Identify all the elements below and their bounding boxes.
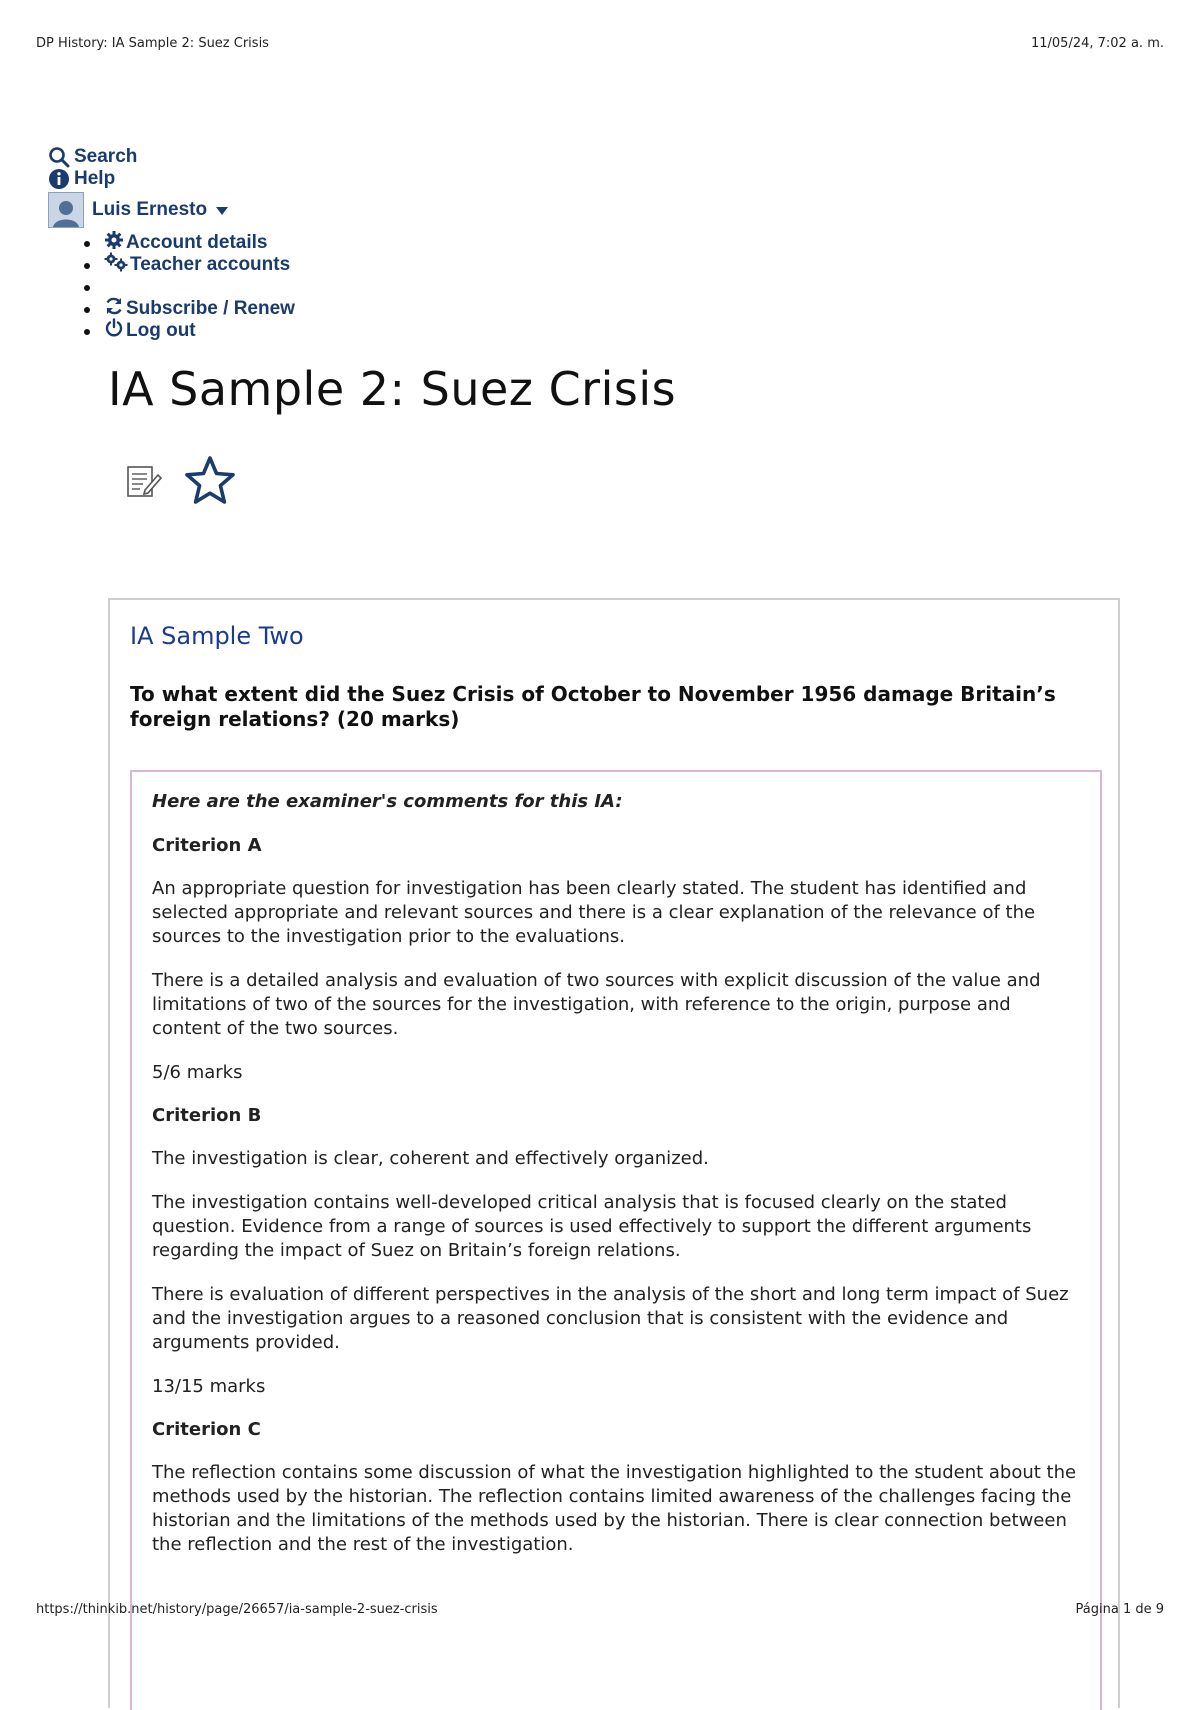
menu-item-label: Log out xyxy=(126,320,196,341)
print-footer-url[interactable]: https://thinkib.net/history/page/26657/ia-sample-2-suez-crisis xyxy=(36,1602,438,1617)
criterion-b-paragraph: There is evaluation of different perspectives in the analysis of the short and long term impact of Suez and the investigation argues to a reasoned conclusion that is consistent with the evidence and arguments provided. xyxy=(152,1284,1069,1353)
caret-down-icon xyxy=(215,201,229,220)
criterion-b-paragraph: The investigation is clear, coherent and effectively organized. xyxy=(152,1148,709,1169)
info-icon xyxy=(48,168,70,190)
criterion-a-heading: Criterion A xyxy=(152,835,262,856)
criterion-a-marks: 5/6 marks xyxy=(152,1062,243,1083)
menu-item-teacher-accounts[interactable] xyxy=(104,254,295,276)
criterion-c-paragraph: The reflection contains some discussion of what the investigation highlighted to the student about the methods used by the historian. The reflection contains limited awareness of the challenges facing the historian and the limitations of the methods used by the historian. There is clear connection between the reflection and the rest of the investigation. xyxy=(152,1462,1077,1555)
print-footer xyxy=(36,1602,1164,1617)
page-title: IA Sample 2: Suez Crisis xyxy=(108,362,677,416)
section-title: IA Sample Two xyxy=(130,622,304,650)
menu-item-label: Account details xyxy=(126,232,268,253)
criterion-c-heading: Criterion C xyxy=(152,1419,261,1440)
menu-item-log-out[interactable] xyxy=(104,320,295,342)
criterion-b-marks: 13/15 marks xyxy=(152,1376,266,1397)
search-icon xyxy=(48,146,70,168)
help-label: Help xyxy=(74,168,116,189)
comments-intro: Here are the examiner's comments for this IA: xyxy=(152,791,623,812)
print-footer-page-number: Página 1 de 9 xyxy=(1075,1602,1164,1617)
menu-item-label: Teacher accounts xyxy=(130,254,291,275)
print-header-date: 11/05/24, 7:02 a. m. xyxy=(1030,36,1164,51)
print-header xyxy=(36,36,1164,51)
help-link[interactable] xyxy=(48,168,295,190)
favorite-star-icon[interactable] xyxy=(183,455,237,511)
user-name: Luis Ernesto xyxy=(92,199,208,220)
criterion-a-paragraph: There is a detailed analysis and evaluation of two sources with explicit discussion of the value and limitations of two of the sources for the investigation, with reference to the origin, purpose and content of the two sources. xyxy=(152,970,1041,1039)
notes-edit-icon[interactable] xyxy=(125,462,163,504)
search-link[interactable] xyxy=(48,146,295,168)
criterion-b-heading: Criterion B xyxy=(152,1105,262,1126)
criterion-b-paragraph: The investigation contains well-developed critical analysis that is focused clearly on the stated question. Evidence from a range of sources is used effectively to support the different arguments regarding the impact of Suez on Britain’s foreign relations. xyxy=(152,1192,1032,1261)
menu-item-label: Subscribe / Renew xyxy=(126,298,295,319)
user-dropdown-menu xyxy=(48,232,295,342)
menu-item-divider xyxy=(104,276,295,298)
top-nav xyxy=(48,146,295,342)
gears-icon xyxy=(104,252,128,278)
power-icon xyxy=(104,318,124,344)
print-header-title: DP History: IA Sample 2: Suez Crisis xyxy=(36,36,269,51)
menu-item-account-details[interactable] xyxy=(104,232,295,254)
content-panel xyxy=(108,598,1120,1708)
title-actions xyxy=(125,455,237,511)
examiner-comments-box xyxy=(130,770,1102,1710)
ia-question: To what extent did the Suez Crisis of October to November 1956 damage Britain’s foreign relations? (20 marks) xyxy=(130,682,1056,731)
search-label: Search xyxy=(74,146,138,167)
criterion-a-paragraph: An appropriate question for investigation has been clearly stated. The student has identified and selected appropriate and relevant sources and there is a clear explanation of the relevance of the sources to the investigation prior to the evaluations. xyxy=(152,878,1036,947)
menu-item-subscribe-renew[interactable] xyxy=(104,298,295,320)
avatar xyxy=(48,192,84,228)
user-menu-toggle[interactable] xyxy=(48,192,295,228)
